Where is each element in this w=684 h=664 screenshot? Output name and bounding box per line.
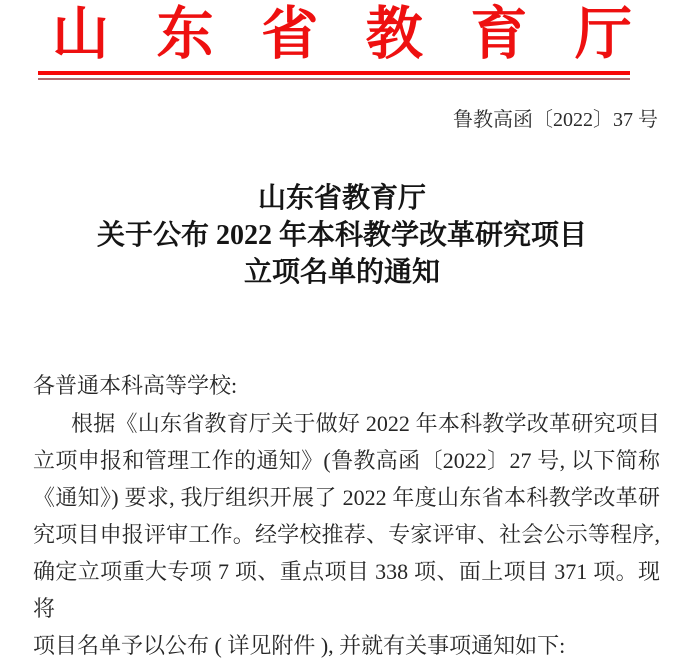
notice-body (33, 405, 660, 664)
official-notice-document (0, 2, 684, 658)
notice-title-line-2: 关于公布 2022 年本科教学改革研究项目 (96, 220, 587, 251)
document-reference-number: 鲁教高函〔2022〕37 号 (453, 109, 658, 131)
notice-title (0, 180, 684, 291)
body-line: 确定立项重大专项 7 项、重点项目 338 项、面上项目 371 项。现将 (33, 559, 660, 621)
separator-thin-rule (38, 78, 630, 80)
body-line: 根据《山东省教育厅关于做好 2022 年本科教学改革研究项目 (71, 411, 660, 436)
body-line: 立项申报和管理工作的通知》(鲁教高函〔2022〕27 号, 以下简称 (33, 448, 660, 473)
letterhead-agency-title: 山 东 省 教 育 厅 (52, 3, 632, 66)
salutation: 各普通本科高等学校: (33, 373, 238, 398)
letterhead-separator (38, 71, 630, 80)
notice-title-line-3: 立项名单的通知 (243, 257, 440, 288)
body-line: 《通知》) 要求, 我厅组织开展了 2022 年度山东省本科教学改革研 (33, 485, 660, 510)
separator-thick-rule (38, 71, 630, 75)
body-line: 究项目申报评审工作。经学校推荐、专家评审、社会公示等程序, (33, 522, 660, 547)
body-line: 项目名单予以公布 ( 详见附件 ), 并就有关事项通知如下: (33, 633, 566, 658)
notice-title-line-1: 山东省教育厅 (257, 183, 426, 214)
